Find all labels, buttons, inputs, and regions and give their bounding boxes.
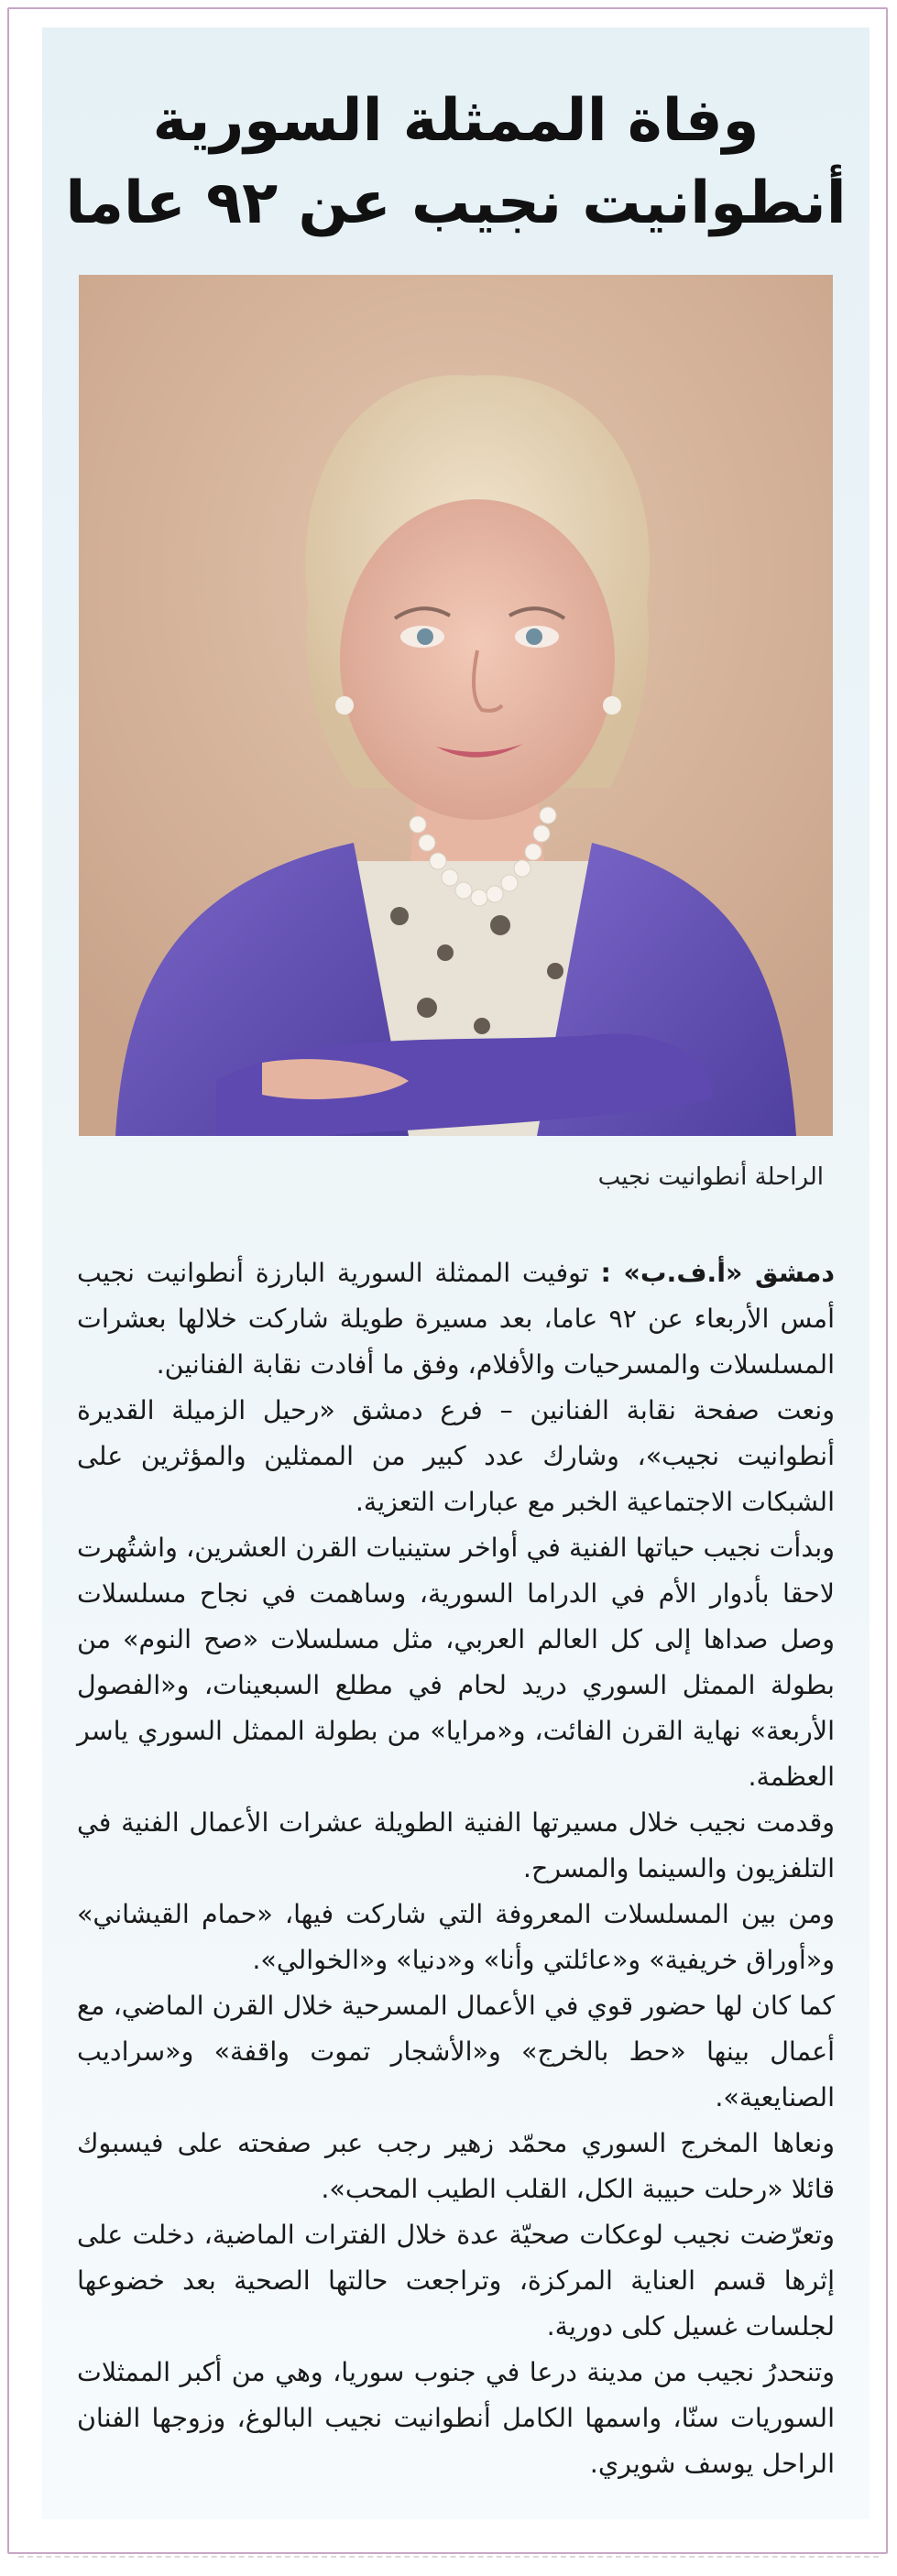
paragraph-5: ومن بين المسلسلات المعروفة التي شاركت فيها، «حمام القيشاني» و«أوراق خريفية» و«عائلتي وأنا» و«دنيا» و«الخوالي». (77, 1899, 835, 1975)
portrait-illustration (79, 275, 833, 1136)
article-body (77, 1250, 835, 2487)
paragraph-2: ونعت صفحة نقابة الفنانين – فرع دمشق «رحيل الزميلة القديرة أنطوانيت نجيب»، وشارك عدد كبير من الممثلين والمؤثرين على الشبكات الاجتماعية الخبر مع عبارات التعزية. (77, 1395, 835, 1517)
paragraph-3: وبدأت نجيب حياتها الفنية في أواخر ستينيات القرن العشرين، واشتُهرت لاحقا بأدوار الأم في الدراما السورية، وساهمت في نجاح مسلسلات وصل صداها إلى كل العالم العربي، مثل مسلسلات «صح النوم» من بطولة الممثل السوري دريد لحام في مطلع السبعينات، و«الفصول الأربعة» نهاية القرن الفائت، و«مرايا» من بطولة الممثل السوري ياسر العظمة. (77, 1533, 835, 1792)
bottom-divider (18, 2556, 879, 2559)
paragraph-6: كما كان لها حضور قوي في الأعمال المسرحية خلال القرن الماضي، مع أعمال بينها «حط بالخرج» و«الأشجار تموت واقفة» و«سراديب الصنايعية». (77, 1991, 835, 2112)
headline-line-2: أنطوانيت نجيب عن ٩٢ عاما (65, 169, 847, 237)
portrait-photo (79, 275, 833, 1136)
photo-caption: الراحلة أنطوانيت نجيب (597, 1163, 824, 1191)
headline-line-1: وفاة الممثلة السورية (152, 87, 760, 155)
paragraph-8: وتعرّضت نجيب لوعكات صحيّة عدة خلال الفترات الماضية، دخلت على إثرها قسم العناية المركزة، وتراجعت حالتها الصحية بعد خضوعها لجلسات غسيل كلى دورية. (77, 2220, 835, 2341)
earring-left (335, 696, 354, 715)
headline (42, 82, 870, 247)
paragraph-4: وقدمت نجيب خلال مسيرتها الفنية الطويلة عشرات الأعمال الفنية في التلفزيون والسينما والمسرح. (77, 1807, 835, 1883)
dateline: دمشق «أ.ف.ب» : (600, 1258, 835, 1288)
earring-right (603, 696, 621, 715)
paragraph-9: وتنحدرُ نجيب من مدينة درعا في جنوب سوريا، وهي من أكبر الممثلات السوريات سنّا، واسمها الكامل أنطوانيت نجيب البالوغ، وزوجها الفنان الراحل يوسف شويري. (77, 2357, 835, 2479)
paragraph-1 (77, 1250, 835, 1388)
paragraph-7: ونعاها المخرج السوري محمّد زهير رجب عبر صفحته على فيسبوك قائلا «رحلت حبيبة الكل، القلب الطيب المحب». (77, 2128, 835, 2204)
news-article (42, 27, 870, 2519)
paragraph-1-text: توفيت الممثلة السورية البارزة أنطوانيت نجيب أمس الأربعاء عن ٩٢ عاما، بعد مسيرة طويلة شاركت خلالها بعشرات المسلسلات والمسرحيات والأفلام، وفق ما أفادت نقابة الفنانين. (77, 1258, 835, 1380)
